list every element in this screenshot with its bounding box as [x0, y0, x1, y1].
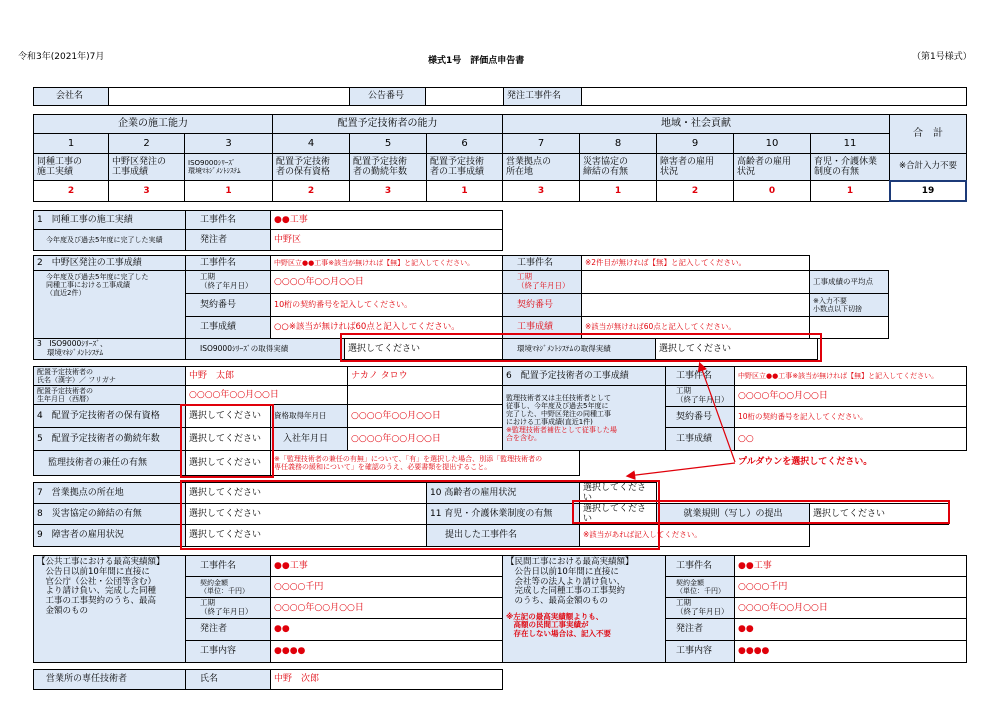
s6-grade-field[interactable]: ○○ — [734, 427, 967, 451]
s5-years-label: 5 配置予定技術者の勤続年数 — [33, 427, 186, 451]
column-label: 同種工事の 施工実績 — [33, 153, 109, 181]
office-label: 営業所の専任技術者 — [33, 669, 186, 690]
column-number: 3 — [184, 133, 273, 154]
group-header-engineer: 配置予定技術者の能力 — [272, 114, 503, 134]
column-number: 7 — [502, 133, 580, 154]
s3-title: 3 ISO9000ｼﾘｰｽﾞ、 環境ﾏﾈｼﾞﾒﾝﾄｼｽﾃﾑ — [33, 338, 186, 360]
s2-avg-label: 工事成績の平均点 — [809, 270, 889, 294]
column-score: 3 — [502, 180, 580, 202]
private-name-label: 工事件名 — [665, 555, 735, 577]
order-label: 発注工事件名 — [503, 87, 582, 106]
column-number: 5 — [349, 133, 427, 154]
s2-title: 2 中野区発注の工事成績 — [33, 255, 186, 271]
public-title: 【公共工事における最高実績額】 公告日以前10年間に直接に 官公庁（公社・公団等含む） より請け負い、完成した同種 工事の工事契約のうち、最高 金額のもの — [33, 555, 186, 663]
s2-name2-label: 工事件名 — [502, 255, 582, 271]
s4-concurrent-note: ※「監理技術者の兼任の有無」について、「有」を選択した場合、別添「監理技術者の 専任義務の緩和について」を確認のうえ、必要書類を提出すること。 — [270, 450, 580, 476]
column-label: 配置予定技術 者の工事成績 — [426, 153, 503, 181]
column-number: 6 — [426, 133, 503, 154]
s4-concurrent-select[interactable]: 選択してください — [185, 450, 271, 476]
s1-client-label: 発注者 — [185, 229, 271, 251]
s8-disaster-label: 8 災害協定の締結の有無 — [33, 503, 186, 525]
public-client-field[interactable]: ●● — [270, 618, 503, 641]
s2-contract-label: 契約番号 — [185, 293, 271, 317]
private-period-label: 工期 （終了年月日） — [665, 597, 735, 619]
s4-birth-label: 配置予定技術者の 生年月日（西暦） — [33, 385, 186, 405]
pulldown-note: プルダウンを選択してください。 — [738, 457, 873, 467]
submitted-label: 提出した工事件名 — [426, 524, 580, 547]
s3-iso-label: ISO9000ｼﾘｰｽﾞの取得実績 — [185, 338, 345, 360]
office-name-label: 氏名 — [185, 669, 271, 690]
private-amount-field[interactable]: ○○○○千円 — [734, 576, 967, 598]
page-title: 様式1号 評価点申告書 — [428, 56, 525, 66]
s2-period-label: 工期 （終了年月日） — [185, 270, 271, 294]
column-number: 9 — [656, 133, 734, 154]
s4-qual-date-label: 資格取得年月日 — [270, 404, 348, 428]
total-note: ※合計入力不要 — [889, 153, 967, 181]
s8-disaster-select[interactable]: 選択してください — [185, 503, 427, 525]
column-label: 中野区発注の 工事成績 — [108, 153, 185, 181]
s5-years-select[interactable]: 選択してください — [185, 427, 271, 451]
column-label: 育児・介護休業 制度の有無 — [810, 153, 890, 181]
column-score: 1 — [810, 180, 890, 202]
s4-birth-field[interactable]: ○○○○年○○月○○日 — [185, 385, 348, 405]
column-score: 3 — [108, 180, 185, 202]
private-amount-label: 契約金額 （単位：千円） — [665, 576, 735, 598]
s2-name-field[interactable]: 中野区立●●工事※該当が無ければ【無】と記入してください。 — [270, 255, 503, 271]
s4-qual-date-field[interactable]: ○○○○年○○月○○日 — [347, 404, 503, 428]
private-client-field[interactable]: ●● — [734, 618, 967, 641]
s4-qual-select[interactable]: 選択してください — [185, 404, 271, 428]
column-number: 11 — [810, 133, 890, 154]
s1-name-label: 工事件名 — [185, 210, 271, 230]
public-client-label: 発注者 — [185, 618, 271, 641]
s2-name2-field[interactable]: ※2件目が無ければ【無】と記入してください。 — [581, 255, 810, 271]
arrow-to-lower — [628, 463, 735, 476]
s6-name-field[interactable]: 中野区立●●工事※該当が無ければ【無】と記入してください。 — [734, 366, 967, 386]
group-header-construction: 企業の施工能力 — [33, 114, 273, 134]
public-amount-field[interactable]: ○○○○千円 — [270, 576, 503, 598]
s7-loc-label: 7 営業拠点の所在地 — [33, 482, 186, 504]
public-amount-label: 契約金額 （単位：千円） — [185, 576, 271, 598]
s4-kana-field[interactable]: ナカノ タロウ — [347, 366, 503, 386]
office-name-field[interactable]: 中野 次郎 — [270, 669, 503, 690]
s5-join-label: 入社年月日 — [270, 427, 348, 451]
column-number: 8 — [579, 133, 657, 154]
s6-name-label: 工事件名 — [665, 366, 735, 386]
column-score: 0 — [733, 180, 811, 202]
column-number: 10 — [733, 133, 811, 154]
s2-name-label: 工事件名 — [185, 255, 271, 271]
s11-childcare-label: 11 育児・介護休業制度の有無 — [426, 503, 580, 525]
s3-iso-select[interactable]: 選択してください — [344, 338, 503, 360]
s10-elder-select[interactable]: 選択してください — [579, 482, 657, 504]
private-note: ※左記の最高実績額よりも、 高額の民間工事実績が 存在しない場合は、記入不要 — [506, 611, 611, 639]
public-name-label: 工事件名 — [185, 555, 271, 577]
private-content-field[interactable]: ●●●● — [734, 640, 967, 663]
total-header: 合 計 — [889, 114, 967, 154]
s4-name-field[interactable]: 中野 太郎 — [185, 366, 348, 386]
s2-grade-label: 工事成績 — [185, 316, 271, 339]
private-client-label: 発注者 — [665, 618, 735, 641]
public-period-field[interactable]: ○○○○年○○月○○日 — [270, 597, 503, 619]
s1-sub: 今年度及び過去5年度に完了した実績 — [33, 229, 186, 251]
column-label: 配置予定技術 者の保有資格 — [272, 153, 350, 181]
s3-env-label: 環境ﾏﾈｼﾞﾒﾝﾄｼｽﾃﾑの取得実績 — [502, 338, 656, 360]
private-title: 【民間工事における最高実績額】 公告日以前10年間に直接に 会社等の法人より請け負い、 完成した同種工事の工事契約 のうち、最高金額のもの — [506, 557, 634, 607]
company-label: 会社名 — [33, 87, 109, 106]
s9-disabled-label: 9 障害者の雇用状況 — [33, 524, 186, 547]
s2-period-field[interactable]: ○○○○年○○月○○日 — [270, 270, 503, 294]
s6-contract-field[interactable]: 10桁の契約番号を記入してください。 — [734, 406, 967, 428]
public-name-field[interactable]: ●●工事 — [270, 555, 503, 577]
private-period-field[interactable]: ○○○○年○○月○○日 — [734, 597, 967, 619]
rules-label: 就業規則（写し）の提出 — [656, 503, 810, 525]
s6-title: 6 配置予定技術者の工事成績 — [502, 366, 666, 386]
arrow-to-iso — [700, 364, 735, 462]
s10-elder-label: 10 高齢者の雇用状況 — [426, 482, 580, 504]
s2-contract2-label: 契約番号 — [502, 293, 582, 317]
s2-contract-field[interactable]: 10桁の契約番号を記入してください。 — [270, 293, 503, 317]
s2-avg-note: ※入力不要 小数点以下切捨 — [809, 293, 889, 317]
private-content-label: 工事内容 — [665, 640, 735, 663]
column-number: 1 — [33, 133, 109, 154]
s9-disabled-select[interactable]: 選択してください — [185, 524, 427, 547]
s6-period-label: 工期 （終了年月日） — [665, 385, 735, 407]
column-score: 2 — [272, 180, 350, 202]
s1-title: 1 同種工事の施工実績 — [33, 210, 186, 230]
s2-grade2-field[interactable]: ※該当が無ければ60点と記入してください。 — [581, 316, 810, 339]
column-label: 高齢者の雇用 状況 — [733, 153, 811, 181]
column-score: 1 — [184, 180, 273, 202]
column-label: ISO9000ｼﾘｰｽﾞ 環境ﾏﾈｼﾞﾒﾝﾄｼｽﾃﾑ — [184, 153, 273, 181]
column-label: 災害協定の 締結の有無 — [579, 153, 657, 181]
s5-join-field[interactable]: ○○○○年○○月○○日 — [347, 427, 503, 451]
column-label: 営業拠点の 所在地 — [502, 153, 580, 181]
column-score: 3 — [349, 180, 427, 202]
s6-sub-note: ※監理技術者補佐として従事した場 合を含む。 — [506, 426, 617, 443]
s2-grade-field[interactable]: ○○※該当が無ければ60点と記入してください。 — [270, 316, 503, 339]
public-period-label: 工期 （終了年月日） — [185, 597, 271, 619]
s1-name-field[interactable]: ●●工事 — [270, 210, 503, 230]
notice-label: 公告番号 — [349, 87, 426, 106]
column-number: 2 — [108, 133, 185, 154]
date-text: 令和3年(2021年)7月 — [18, 52, 105, 62]
rules-select[interactable]: 選択してください — [809, 503, 949, 525]
group-header-community: 地域・社会貢献 — [502, 114, 890, 134]
public-content-field[interactable]: ●●●● — [270, 640, 503, 663]
column-score: 2 — [656, 180, 734, 202]
private-name-field[interactable]: ●●工事 — [734, 555, 967, 577]
s3-env-select[interactable]: 選択してください — [655, 338, 818, 360]
form-number: （第1号様式） — [912, 52, 972, 62]
s6-period-field[interactable]: ○○○○年○○月○○日 — [734, 385, 967, 407]
s6-contract-label: 契約番号 — [665, 406, 735, 428]
s6-sub: 監理技術者又は主任技術者として 従事し、今年度及び過去5年度に 完了した、中野区発注の同種工事 における工事成績(直近1件) — [506, 393, 611, 426]
total-score: 19 — [889, 180, 967, 202]
column-label: 配置予定技術 者の勤続年数 — [349, 153, 427, 181]
column-score: 1 — [426, 180, 503, 202]
column-score: 2 — [33, 180, 109, 202]
s4-qual-label: 4 配置予定技術者の保有資格 — [33, 404, 186, 428]
column-score: 1 — [579, 180, 657, 202]
public-content-label: 工事内容 — [185, 640, 271, 663]
s1-client-field[interactable]: 中野区 — [270, 229, 503, 251]
submitted-field[interactable]: ※該当があれば記入してください。 — [579, 524, 810, 547]
column-number: 4 — [272, 133, 350, 154]
s2-grade2-label: 工事成績 — [502, 316, 582, 339]
s4-name-label: 配置予定技術者の 氏名（漢字）／ フリガナ — [33, 366, 186, 386]
s2-sub: 今年度及び過去5年度に完了した 同種工事における工事成績 （直近2件） — [33, 270, 186, 339]
s4-concurrent-label: 監理技術者の兼任の有無 — [33, 450, 186, 476]
column-label: 障害者の雇用 状況 — [656, 153, 734, 181]
s2-period2-label: 工期 （終了年月日） — [502, 270, 582, 294]
s6-grade-label: 工事成績 — [665, 427, 735, 451]
s7-loc-select[interactable]: 選択してください — [185, 482, 427, 504]
s11-childcare-select[interactable]: 選択してください — [579, 503, 657, 525]
